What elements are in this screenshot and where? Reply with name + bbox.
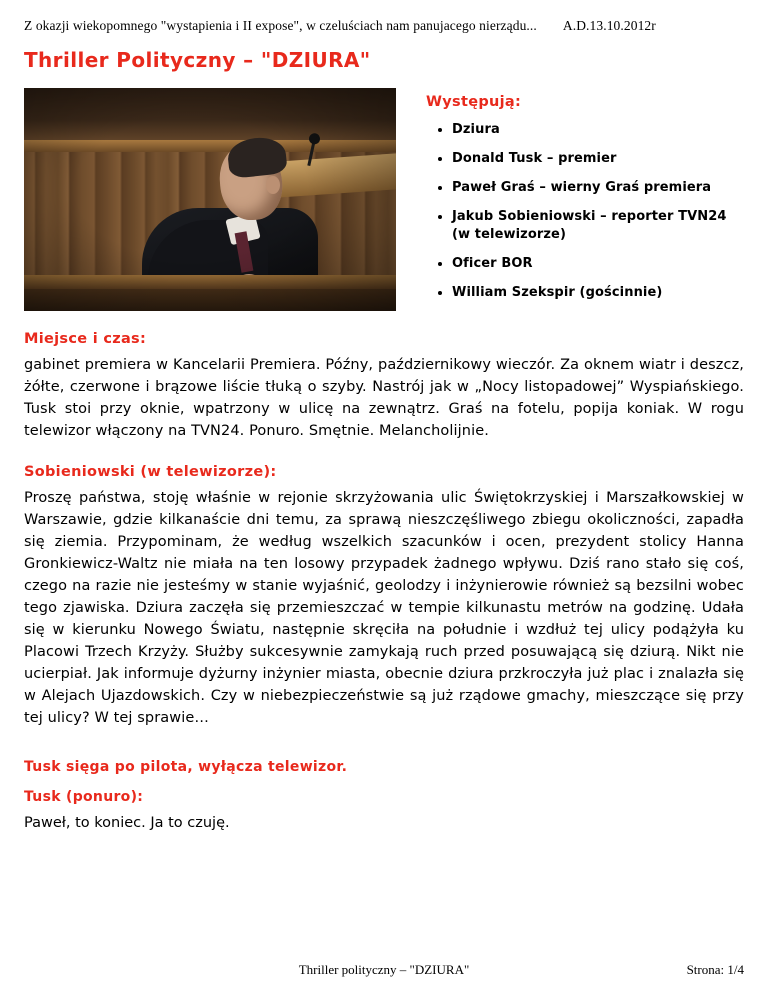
document-footer (24, 962, 744, 978)
cast-item-label: William Szekspir (gościnnie) (452, 285, 663, 301)
intro-section (24, 88, 744, 313)
scene-text: gabinet premiera w Kancelarii Premiera. Późny, październikowy wieczór. Za oknem wiatr i deszcz, żółte, czerwone i brązowe liście tłuką o szyby. Nastrój jak w „Nocy listopadowej” Wyspiańskiego. Tusk stoi przy oknie, wpatrzony w ulicę na zewnątrz. Graś na fotelu, popija koniak. W rogu telewizor włączony na TVN24. Ponuro. Smętnie. Melancholijnie. (24, 356, 744, 439)
page-title: Thriller Polityczny – "DZIURA" (24, 48, 371, 72)
dialogue-speaker: Tusk (ponuro): (24, 789, 144, 806)
cast-block (396, 88, 744, 313)
cast-item-label: Paweł Graś – wierny Graś premiera (452, 179, 712, 195)
footer-title: Thriller polityczny – "DZIURA" (298, 962, 470, 977)
cast-list (426, 121, 744, 303)
list-item (452, 150, 744, 169)
cast-item-label: Dziura (452, 122, 500, 137)
document-header (24, 18, 744, 34)
photo-vignette (24, 88, 396, 311)
report-heading: Sobieniowski (w telewizorze): (24, 464, 277, 481)
cast-item-label: Oficer BOR (452, 256, 533, 272)
cast-item-label: Jakub Sobieniowski – reporter TVN24 (452, 208, 727, 224)
list-item (452, 179, 744, 198)
cast-item-label: Donald Tusk – premier (452, 150, 617, 166)
list-item (452, 208, 744, 246)
report-text: Proszę państwa, stoję właśnie w rejonie skrzyżowania ulic Świętokrzyskiej i Marszałkowskiej w Warszawie, gdzie kilkanaście dni temu, za sprawą nieszczęśliwego zbiegu okoliczności, zapadła się ziemia. Przypominam, że według wszelkich szacunków i ocen, prezydent stolicy Hanna Gronkiewicz-Waltz nie miała na ten losowy przypadek żadnego wpływu. Dziś rano stało się coś, czego na razie nie jesteśmy w stanie wyjaśnić, geolodzy i inżynierowie również są bezsilni wobec tego zjawiska. Dziura zaczęła się przemieszczać w tempie kilkunastu metrów na godzinę. Udała się w kierunku Nowego Światu, następnie skręciła na południe i wzdłuż tej ulicy podążyła ku Placowi Trzech Krzyży. Służby sukcesywnie zamykają ruch przed posuwającą się dziurą. Nikt nie ucierpiał. Jak informuje dyżurny inżynier miasta, obecnie dziura przkroczyła już plac i znalazła się w Alejach Ujazdowskich. Czy w niebezpieczeństwie są już rządowe gmachy, mieszczące się przy tej ulicy? W tej sprawie… (24, 490, 744, 727)
list-item (452, 255, 744, 274)
dialogue-line: Paweł, to koniec. Ja to czuję. (24, 815, 230, 832)
scene-heading: Miejsce i czas: (24, 330, 147, 347)
cast-heading: Występują: (426, 94, 522, 110)
stage-direction: Tusk sięga po pilota, wyłącza telewizor. (24, 759, 348, 776)
scene-photo (24, 88, 396, 311)
list-item (452, 284, 744, 303)
list-item (452, 121, 744, 140)
footer-page-number: Strona: 1/4 (686, 962, 744, 977)
header-date: A.D.13.10.2012r (562, 18, 656, 33)
cast-item-sublabel: (w telewizorze) (452, 227, 566, 243)
header-note: Z okazji wiekopomnego "wystapienia i II expose", w czeluściach nam panujacego nierządu... (24, 18, 537, 33)
